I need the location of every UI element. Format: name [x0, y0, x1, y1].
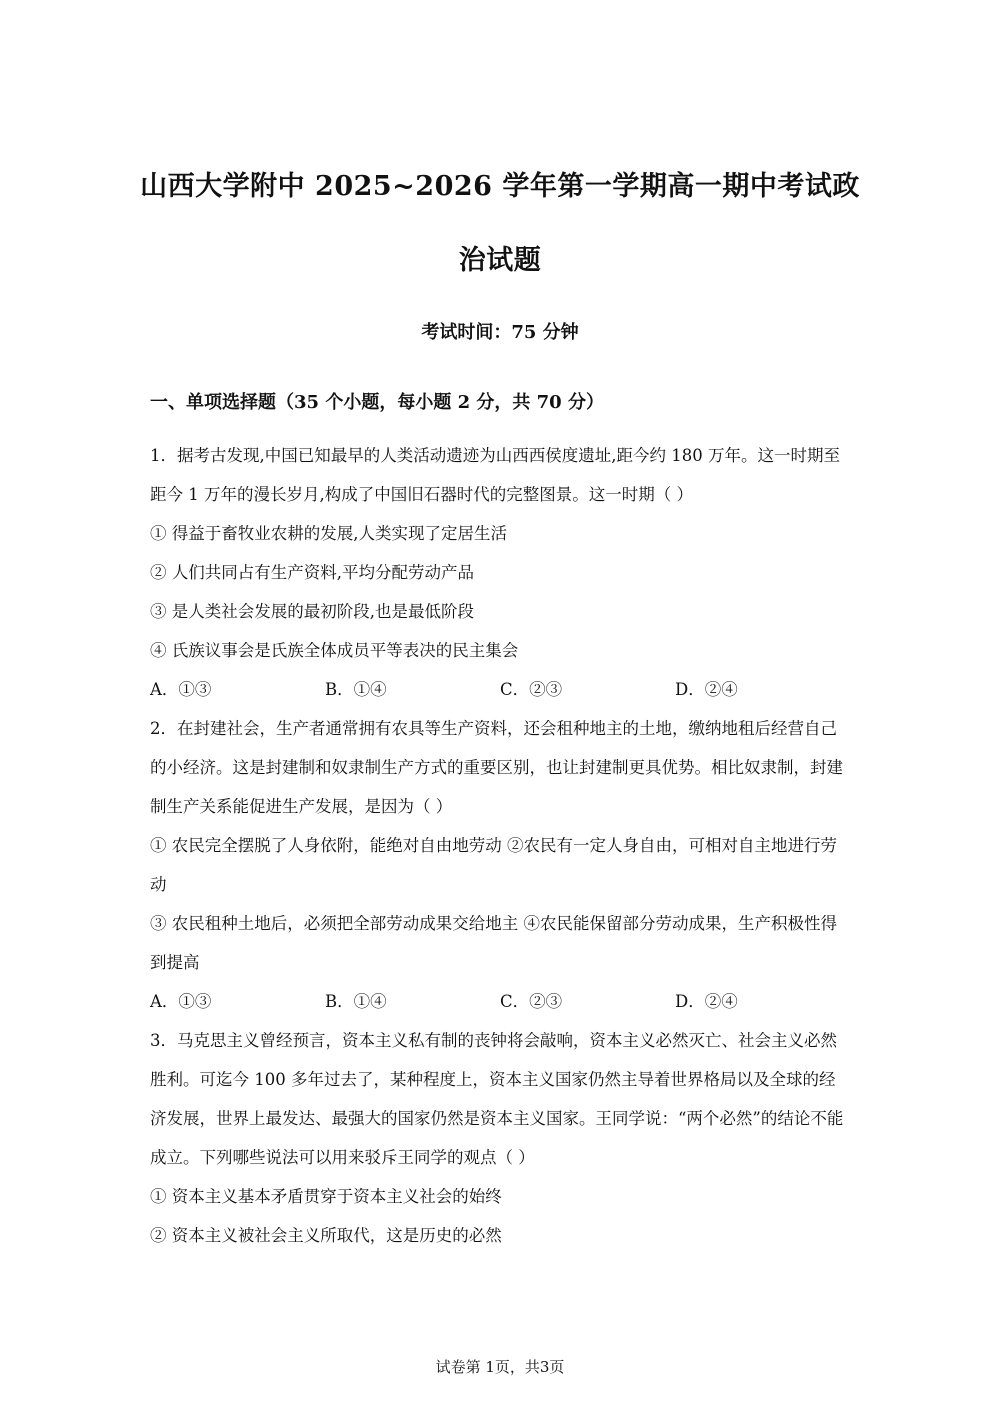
question-stem: 1．据考古发现,中国已知最早的人类活动遗迹为山西西侯度遗址,距今约 180 万年。这一时期至距今 1 万年的漫长岁月,构成了中国旧石器时代的完整图景。这一时期（ ）: [150, 446, 840, 504]
option-d: D．②④: [675, 680, 738, 699]
questions-container: [150, 436, 850, 1255]
question-item: ③ 是人类社会发展的最初阶段,也是最低阶段: [150, 602, 474, 621]
question-1: [150, 436, 850, 709]
question-item: ① 资本主义基本矛盾贯穿于资本主义社会的始终: [150, 1187, 502, 1206]
option-a: A．①③: [150, 992, 212, 1011]
question-item: ② 资本主义被社会主义所取代，这是历史的必然: [150, 1226, 502, 1245]
question-item: ① 得益于畜牧业农耕的发展,人类实现了定居生活: [150, 524, 507, 543]
option-a: A．①③: [150, 680, 212, 699]
answer-options: [150, 670, 850, 709]
option-b: B．①④: [325, 680, 387, 699]
page-title: 山西大学附中 2025~2026 学年第一学期高一期中考试政治试题: [140, 171, 860, 276]
answer-options: [150, 982, 850, 1021]
question-stem: 3．马克思主义曾经预言，资本主义私有制的丧钟将会敲响，资本主义必然灭亡、社会主义必然胜利。可迄今 100 多年过去了，某种程度上，资本主义国家仍然主导着世界格局以及全球的经济发展，世界上最发达、最强大的国家仍然是资本主义国家。王同学说：“两个必然”的结论不能成立。下列哪些说法可以用来驳斥王同学的观点（ ）: [150, 1031, 844, 1167]
option-d: D．②④: [675, 992, 738, 1011]
question-2: [150, 709, 850, 1021]
option-c: C．②③: [500, 680, 563, 699]
section-heading: 一、单项选择题（35 个小题，每小题 2 分，共 70 分）: [150, 392, 604, 413]
question-item: ② 人们共同占有生产资料,平均分配劳动产品: [150, 563, 474, 582]
exam-time: 考试时间：75 分钟: [421, 322, 579, 343]
page-footer: 试卷第 1页，共3页: [435, 1358, 565, 1376]
question-item: ① 农民完全摆脱了人身依附，能绝对自由地劳动 ②农民有一定人身自由，可相对自主地进行劳动: [150, 836, 837, 894]
option-c: C．②③: [500, 992, 563, 1011]
question-3: [150, 1021, 850, 1255]
question-stem: 2．在封建社会，生产者通常拥有农具等生产资料，还会租种地主的土地，缴纳地租后经营自己的小经济。这是封建制和奴隶制生产方式的重要区别，也让封建制更具优势。相比奴隶制，封建制生产关系能促进生产发展，是因为（ ）: [150, 719, 843, 816]
option-b: B．①④: [325, 992, 387, 1011]
question-item: ③ 农民租种土地后，必须把全部劳动成果交给地主 ④农民能保留部分劳动成果，生产积极性得到提高: [150, 914, 837, 972]
question-item: ④ 氏族议事会是氏族全体成员平等表决的民主集会: [150, 641, 519, 660]
